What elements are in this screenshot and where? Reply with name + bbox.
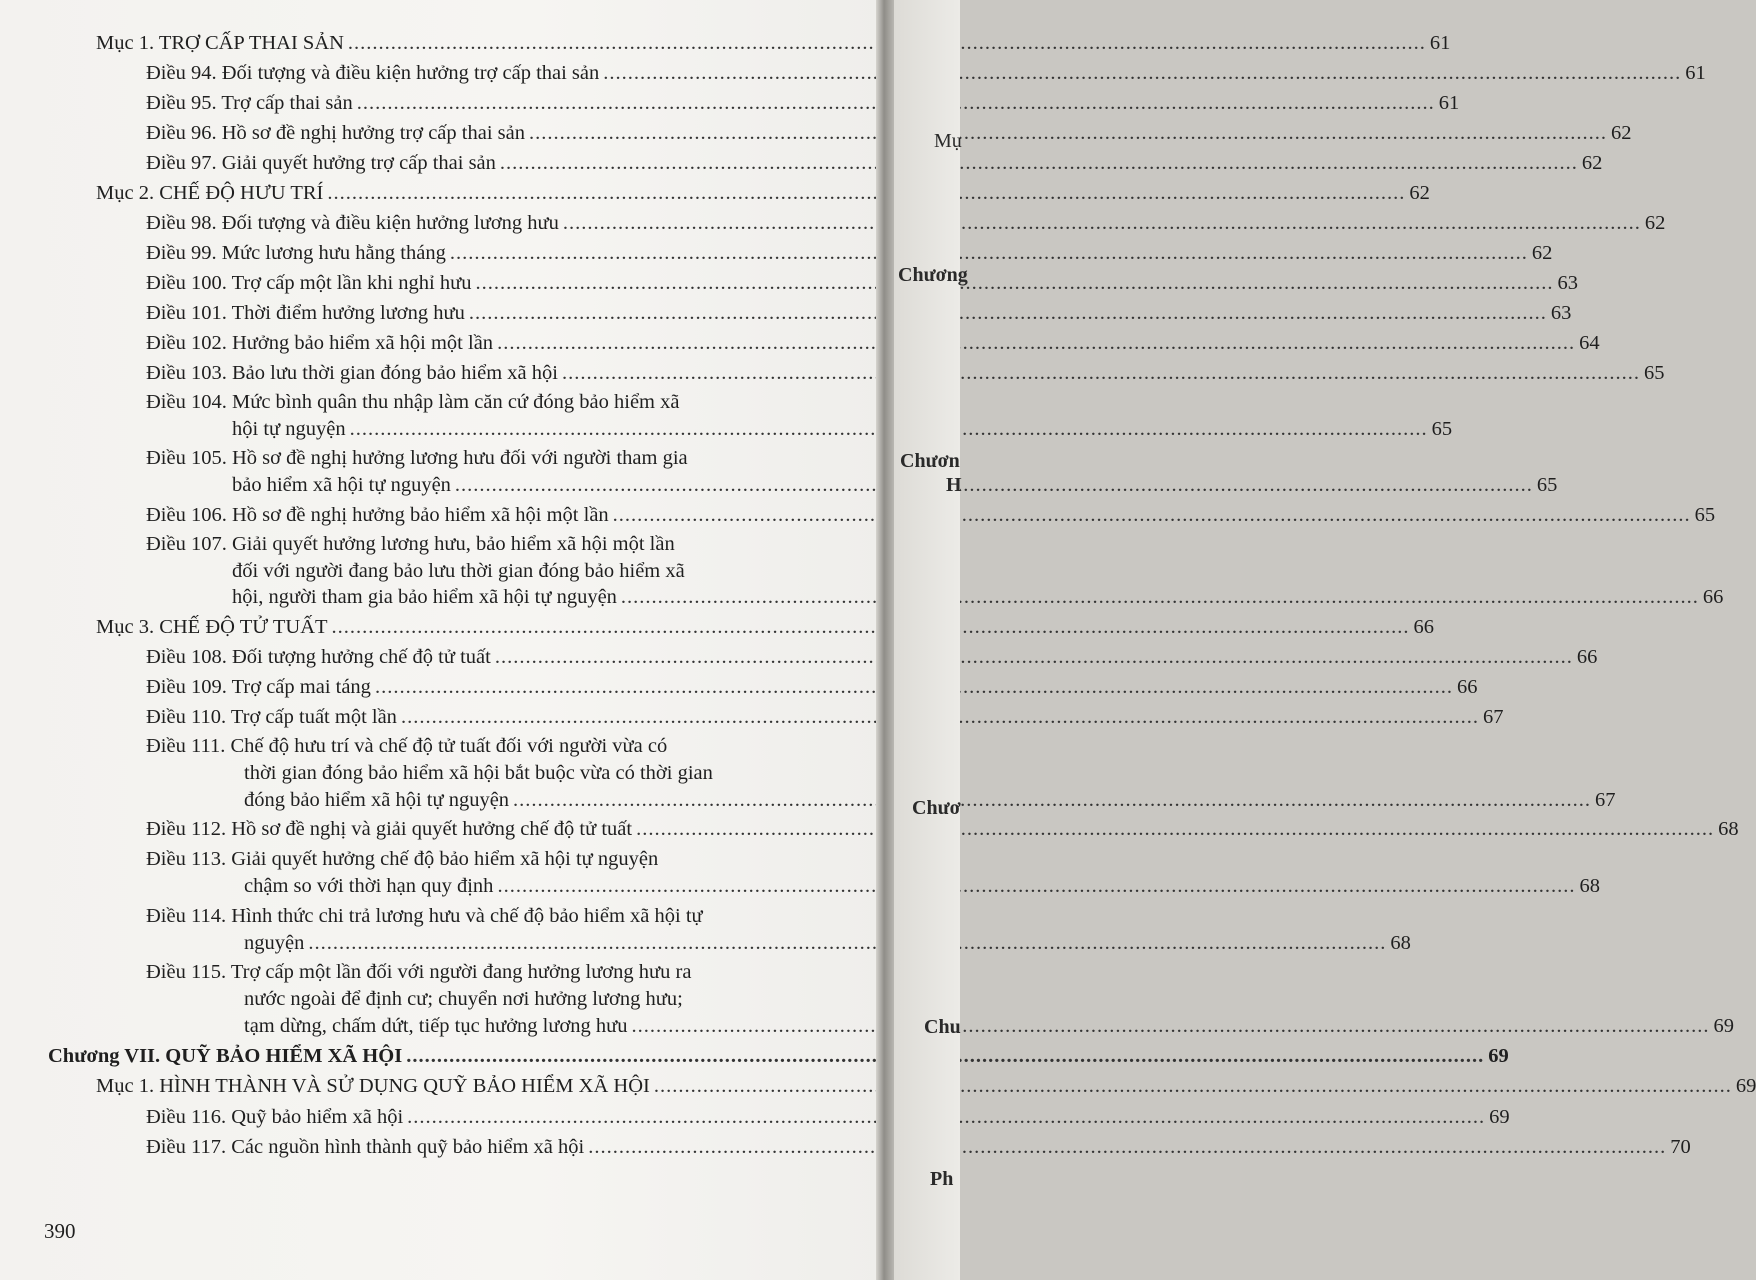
toc-entry-article: Điều 94. Đối tượng và điều kiện hưởng trợ cấp thai sản ..... 61 [146,60,814,86]
toc-entry-first-line: Điều 114. Hình thức chi trả lương hưu và chế độ bảo hiểm xã hội tự [146,905,703,927]
toc-entry-first-line: Điều 113. Giải quyết hưởng chế độ bảo hiểm xã hội tự nguyện [146,848,659,870]
page-number: 390 [44,1219,76,1243]
toc-entry-article: Điều 110. Trợ cấp tuất một lần ..... 67 [146,704,814,730]
toc-entry-first-line: Điều 115. Trợ cấp một lần đối với người đang hưởng lương hưu ra [146,961,692,983]
toc-entry-first-line: Điều 104. Mức bình quân thu nhập làm căn cứ đóng bảo hiểm xã [146,391,680,413]
toc-entry-article: hội, người tham gia bảo hiểm xã hội tự nguyện ..... 66 [232,584,814,610]
toc-entry-article: Điều 98. Đối tượng và điều kiện hưởng lương hưu ..... 62 [146,210,814,236]
book-page-right-edge [894,0,968,1280]
toc-entry-chapter: Chương VII. QUỸ BẢO HIỂM XÃ HỘI ..... 69 [48,1043,814,1069]
toc-entry-article: Điều 97. Giải quyết hưởng trợ cấp thai sản ..... 62 [146,150,814,176]
toc-entry-second-line: đối với người đang bảo lưu thời gian đóng bảo hiểm xã [232,560,685,582]
book-gutter [876,0,894,1280]
toc-entry-article: Điều 117. Các nguồn hình thành quỹ bảo hiểm xã hội ..... 70 [146,1134,814,1160]
toc-entry-article: Điều 101. Thời điểm hưởng lương hưu ..... 63 [146,300,814,326]
right-page-fragment: Chươn [900,450,960,472]
toc-entry-section: Mục 3. CHẾ ĐỘ TỬ TUẤT ..... 66 [96,614,814,640]
toc-entry-article: Điều 106. Hồ sơ đề nghị hưởng bảo hiểm xã hội một lần ..... 65 [146,502,814,528]
toc-entry-first-line: Điều 107. Giải quyết hưởng lương hưu, bảo hiểm xã hội một lần [146,533,675,555]
toc-entry-article: bảo hiểm xã hội tự nguyện ..... 65 [232,472,814,498]
toc-entry-article: nguyện ..... 68 [244,930,814,956]
right-page-fragment: Ph [930,1168,954,1190]
toc-entry-article: hội tự nguyện ..... 65 [232,416,814,442]
toc-entry-section: Mục 1. TRỢ CẤP THAI SẢN ..... 61 [96,30,814,56]
toc-entry-article: Điều 95. Trợ cấp thai sản ..... 61 [146,90,814,116]
toc-entry-article: Điều 103. Bảo lưu thời gian đóng bảo hiểm xã hội ..... 65 [146,360,814,386]
toc-entry-article: Điều 99. Mức lương hưu hằng tháng ..... 62 [146,240,814,266]
right-page-fragment: Mụ [934,130,962,152]
toc-entry-first-line: Điều 105. Hồ sơ đề nghị hưởng lương hưu đối với người tham gia [146,447,688,469]
right-page-fragment: Chương [898,264,968,286]
toc-entry-article: Điều 116. Quỹ bảo hiểm xã hội ..... 69 [146,1104,814,1130]
toc-entry-article: Điều 109. Trợ cấp mai táng ..... 66 [146,674,814,700]
toc-entry-article: tạm dừng, chấm dứt, tiếp tục hưởng lương hưu ..... 69 [244,1013,814,1039]
toc-entry-second-line: thời gian đóng bảo hiểm xã hội bắt buộc vừa có thời gian [244,762,713,784]
toc-entry-article: Điều 112. Hồ sơ đề nghị và giải quyết hưởng chế độ tử tuất ..... 68 [146,816,814,842]
toc-entry-article: Điều 100. Trợ cấp một lần khi nghỉ hưu ..... 63 [146,270,814,296]
toc-entry-article: Điều 96. Hồ sơ đề nghị hưởng trợ cấp thai sản ..... 62 [146,120,814,146]
toc-entry-article: Điều 102. Hưởng bảo hiểm xã hội một lần ..... 64 [146,330,814,356]
right-page-fragment: Chu [924,1016,961,1038]
toc-entry-section: Mục 1. HÌNH THÀNH VÀ SỬ DỤNG QUỸ BẢO HIỂM XÃ HỘI ..... 69 [96,1073,814,1099]
toc-entry-article: Điều 108. Đối tượng hưởng chế độ tử tuất ..... 66 [146,644,814,670]
right-page-fragment: Chươ [912,797,961,819]
toc-entry-article: đóng bảo hiểm xã hội tự nguyện ..... 67 [244,787,814,813]
toc-entry-article: chậm so với thời hạn quy định ..... 68 [244,873,814,899]
right-page-fragment: H [946,474,962,496]
toc-entry-first-line: Điều 111. Chế độ hưu trí và chế độ tử tuất đối với người vừa có [146,735,668,757]
toc-entry-section: Mục 2. CHẾ ĐỘ HƯU TRÍ ..... 62 [96,180,814,206]
toc-entry-second-line: nước ngoài để định cư; chuyển nơi hưởng lương hưu; [244,988,683,1010]
